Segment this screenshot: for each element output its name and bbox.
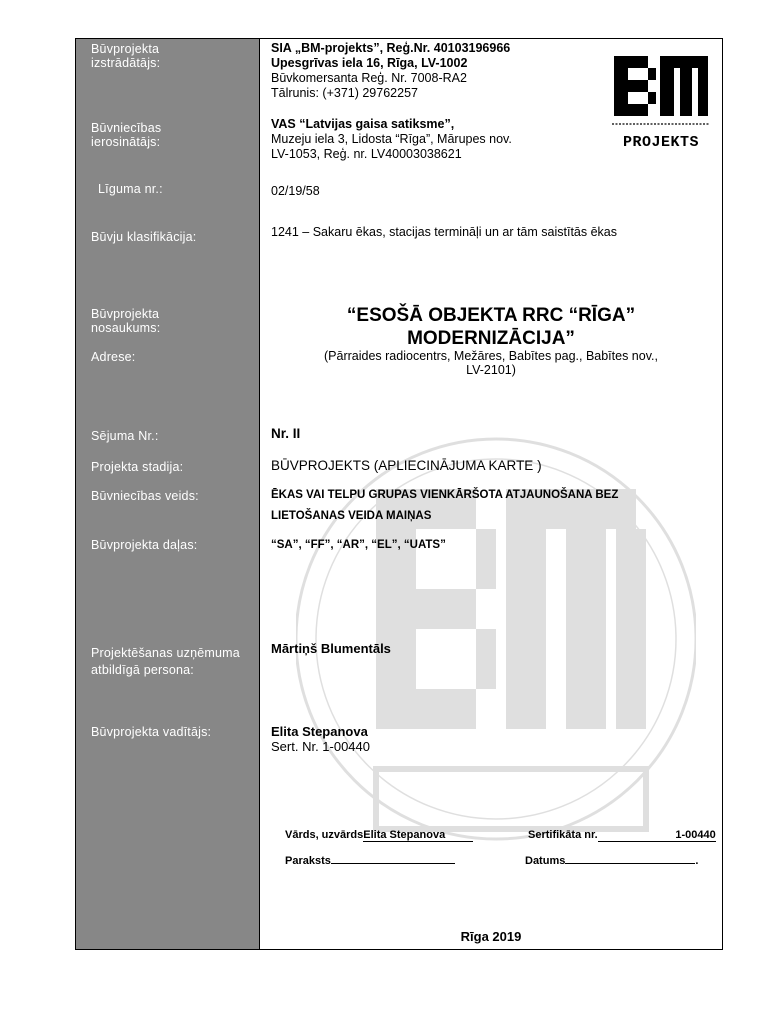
developer-address: Upesgrīvas iela 16, Rīga, LV-1002 [271, 56, 468, 70]
label-parts: Būvprojekta daļas: [91, 538, 198, 552]
construction-type-line1: ĒKAS VAI TELPU GRUPAS VIENKĀRŠOTA ATJAUNOŠANA BEZ [271, 489, 619, 501]
classification-value: 1241 – Sakaru ēkas, stacijas termināļi un ar tām saistītās ēkas [271, 225, 617, 239]
label-contract: Līguma nr.: [98, 182, 163, 196]
project-address [271, 349, 711, 377]
label-project-name: Būvprojekta nosaukums: [91, 307, 161, 335]
initiator-registration: LV-1053, Reģ. nr. LV40003038621 [271, 147, 462, 161]
label-stage: Projekta stadija: [91, 460, 184, 474]
project-title-line1: “ESOŠĀ OBJEKTA RRC “RĪGA” [346, 305, 636, 326]
manager-name: Elita Stepanova [271, 724, 368, 739]
label-initiator: Būvniecības ierosinātājs: [91, 121, 162, 149]
signature-sign-row [285, 851, 455, 867]
label-construction-type: Būvniecības veids: [91, 489, 199, 503]
label-classification: Būvju klasifikācija: [91, 230, 197, 244]
signature-date-label: Datums [525, 855, 566, 867]
signature-name-value: Elita Stepanova [363, 829, 473, 842]
project-address-line1: (Pārraides radiocentrs, Mežāres, Babītes pag., Babītes nov., [324, 349, 658, 363]
signature-line [331, 851, 455, 864]
signature-cert-value: 1-00440 [598, 829, 716, 842]
title-page-frame [75, 38, 723, 950]
signature-sign-label: Paraksts [285, 855, 331, 867]
manager-certificate: Sert. Nr. 1-00440 [271, 739, 370, 754]
logo-wordmark: PROJEKTS [622, 134, 700, 151]
signature-name-row [285, 829, 473, 842]
bm-projekts-logo [606, 48, 716, 158]
initiator-address: Muzeju iela 3, Lidosta “Rīga”, Mārupes nov. [271, 132, 512, 146]
project-title-line2: MODERNIZĀCIJA” [407, 328, 575, 349]
signature-cert-row [528, 829, 716, 842]
initiator-name: VAS “Latvijas gaisa satiksme”, [271, 117, 455, 131]
developer-registration: Būvkomersanta Reģ. Nr. 7008-RA2 [271, 71, 467, 85]
responsible-person: Mārtiņš Blumentāls [271, 641, 391, 656]
volume-number: Nr. II [271, 426, 301, 441]
signature-name-label: Vārds, uzvārds [285, 829, 364, 841]
date-line [565, 851, 695, 864]
label-volume: Sējuma Nr.: [91, 429, 159, 443]
project-address-line2: LV-2101) [466, 363, 516, 377]
developer-phone: Tālrunis: (+371) 29762257 [271, 86, 418, 100]
label-developer: Būvprojekta izstrādātājs: [91, 42, 161, 70]
construction-type-line2: LIETOŠANAS VEIDA MAIŅAS [271, 510, 432, 522]
project-title [271, 304, 711, 350]
signature-date-row [525, 851, 698, 867]
label-column [76, 39, 260, 949]
city-year: Rīga 2019 [460, 929, 522, 944]
contract-number: 02/19/58 [271, 184, 320, 198]
label-responsible: Projektēšanas uzņēmuma atbildīgā persona: [91, 646, 240, 677]
date-end-mark: . [695, 855, 699, 867]
project-stage: BŪVPROJEKTS (APLIECINĀJUMA KARTE ) [271, 458, 542, 473]
signature-cert-label: Sertifikāta nr. [528, 829, 598, 841]
developer-name: SIA „BM-projekts”, Reģ.Nr. 40103196966 [271, 41, 511, 55]
project-parts: “SA”, “FF”, “AR”, “EL”, “UATS” [271, 539, 446, 551]
label-manager: Būvprojekta vadītājs: [91, 725, 212, 739]
label-address: Adrese: [91, 350, 136, 364]
